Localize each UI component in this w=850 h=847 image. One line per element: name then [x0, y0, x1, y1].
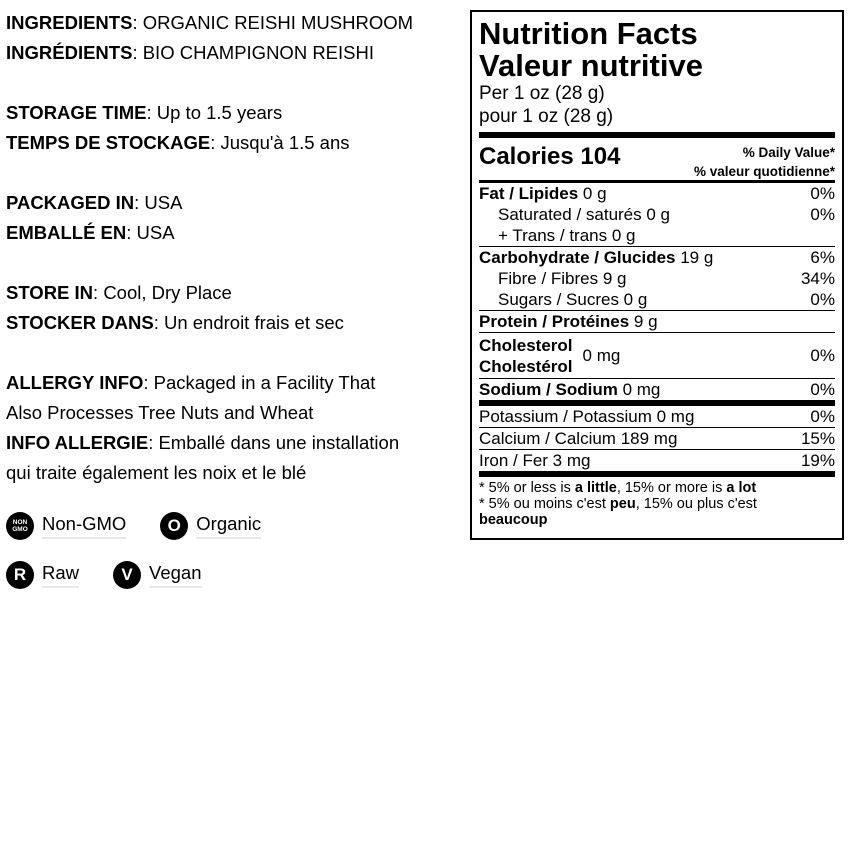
serving-size-en: Per 1 oz (28 g) [479, 83, 605, 104]
packaged-in-en: PACKAGED IN: USA [6, 192, 183, 213]
divider [479, 471, 835, 477]
non-gmo-icon: NON GMO [6, 512, 34, 540]
saturated-row: Saturated / saturés 0 g 0% [498, 205, 835, 224]
iron-row: Iron / Fer 3 mg 19% [479, 451, 835, 470]
ingredients-fr: INGRÉDIENTS: BIO CHAMPIGNON REISHI [6, 42, 374, 63]
badge-label: Vegan [149, 562, 201, 588]
ingredients-en: INGREDIENTS: ORGANIC REISHI MUSHROOM [6, 12, 414, 33]
allergy-info-fr: INFO ALLERGIE: Emballé dans une installation [6, 432, 400, 453]
badge-label: Raw [42, 562, 79, 588]
calories: Calories 104 [479, 143, 621, 170]
protein-row: Protein / Protéines 9 g [479, 312, 658, 331]
allergy-info-fr-cont: qui traite également les noix et le blé [6, 462, 307, 483]
calories-row [479, 138, 835, 180]
calcium-row: Calcium / Calcium 189 mg 15% [479, 429, 835, 448]
footnote: * 5% or less is a little, 15% or more is a lot * 5% ou moins c'est peu, 15% ou plus c'est beaucoup [479, 480, 757, 528]
store-in-fr: STOCKER DANS: Un endroit frais et sec [6, 312, 344, 333]
cholesterol-row: Cholesterol Cholestérol 0 mg 0% [479, 335, 835, 376]
fat-row: Fat / Lipides 0 g 0% [479, 184, 835, 203]
store-in-en: STORE IN: Cool, Dry Place [6, 282, 232, 303]
allergy-info-en-cont: Also Processes Tree Nuts and Wheat [6, 402, 314, 423]
fibre-row: Fibre / Fibres 9 g 34% [498, 269, 835, 288]
sodium-row: Sodium / Sodium 0 mg 0% [479, 380, 835, 399]
nutrition-title-fr: Valeur nutritive [479, 48, 703, 83]
badge-organic [160, 512, 261, 540]
organic-icon: O [160, 512, 188, 540]
product-info [6, 8, 466, 488]
badge-raw [6, 561, 79, 589]
trans-row: + Trans / trans 0 g [498, 226, 636, 245]
badge-label: Non-GMO [42, 513, 126, 539]
sugars-row: Sugars / Sucres 0 g 0% [498, 290, 835, 309]
carbohydrate-row: Carbohydrate / Glucides 19 g 6% [479, 248, 835, 267]
nutrition-title-en: Nutrition Facts [479, 16, 698, 51]
daily-value-header: % Daily Value* % valeur quotidienne* [693, 145, 835, 179]
badge-vegan [113, 561, 201, 589]
serving-size-fr: pour 1 oz (28 g) [479, 106, 614, 127]
packaged-in-fr: EMBALLÉ EN: USA [6, 222, 175, 243]
badges [6, 508, 306, 606]
potassium-row: Potassium / Potassium 0 mg 0% [479, 407, 835, 426]
badge-label: Organic [196, 513, 261, 539]
vegan-icon: V [113, 561, 141, 589]
badge-non-gmo [6, 512, 126, 540]
storage-time-fr: TEMPS DE STOCKAGE: Jusqu'à 1.5 ans [6, 132, 350, 153]
raw-icon: R [6, 561, 34, 589]
nutrition-facts-panel [470, 10, 844, 540]
allergy-info-en: ALLERGY INFO: Packaged in a Facility That [6, 372, 376, 393]
storage-time-en: STORAGE TIME: Up to 1.5 years [6, 102, 283, 123]
